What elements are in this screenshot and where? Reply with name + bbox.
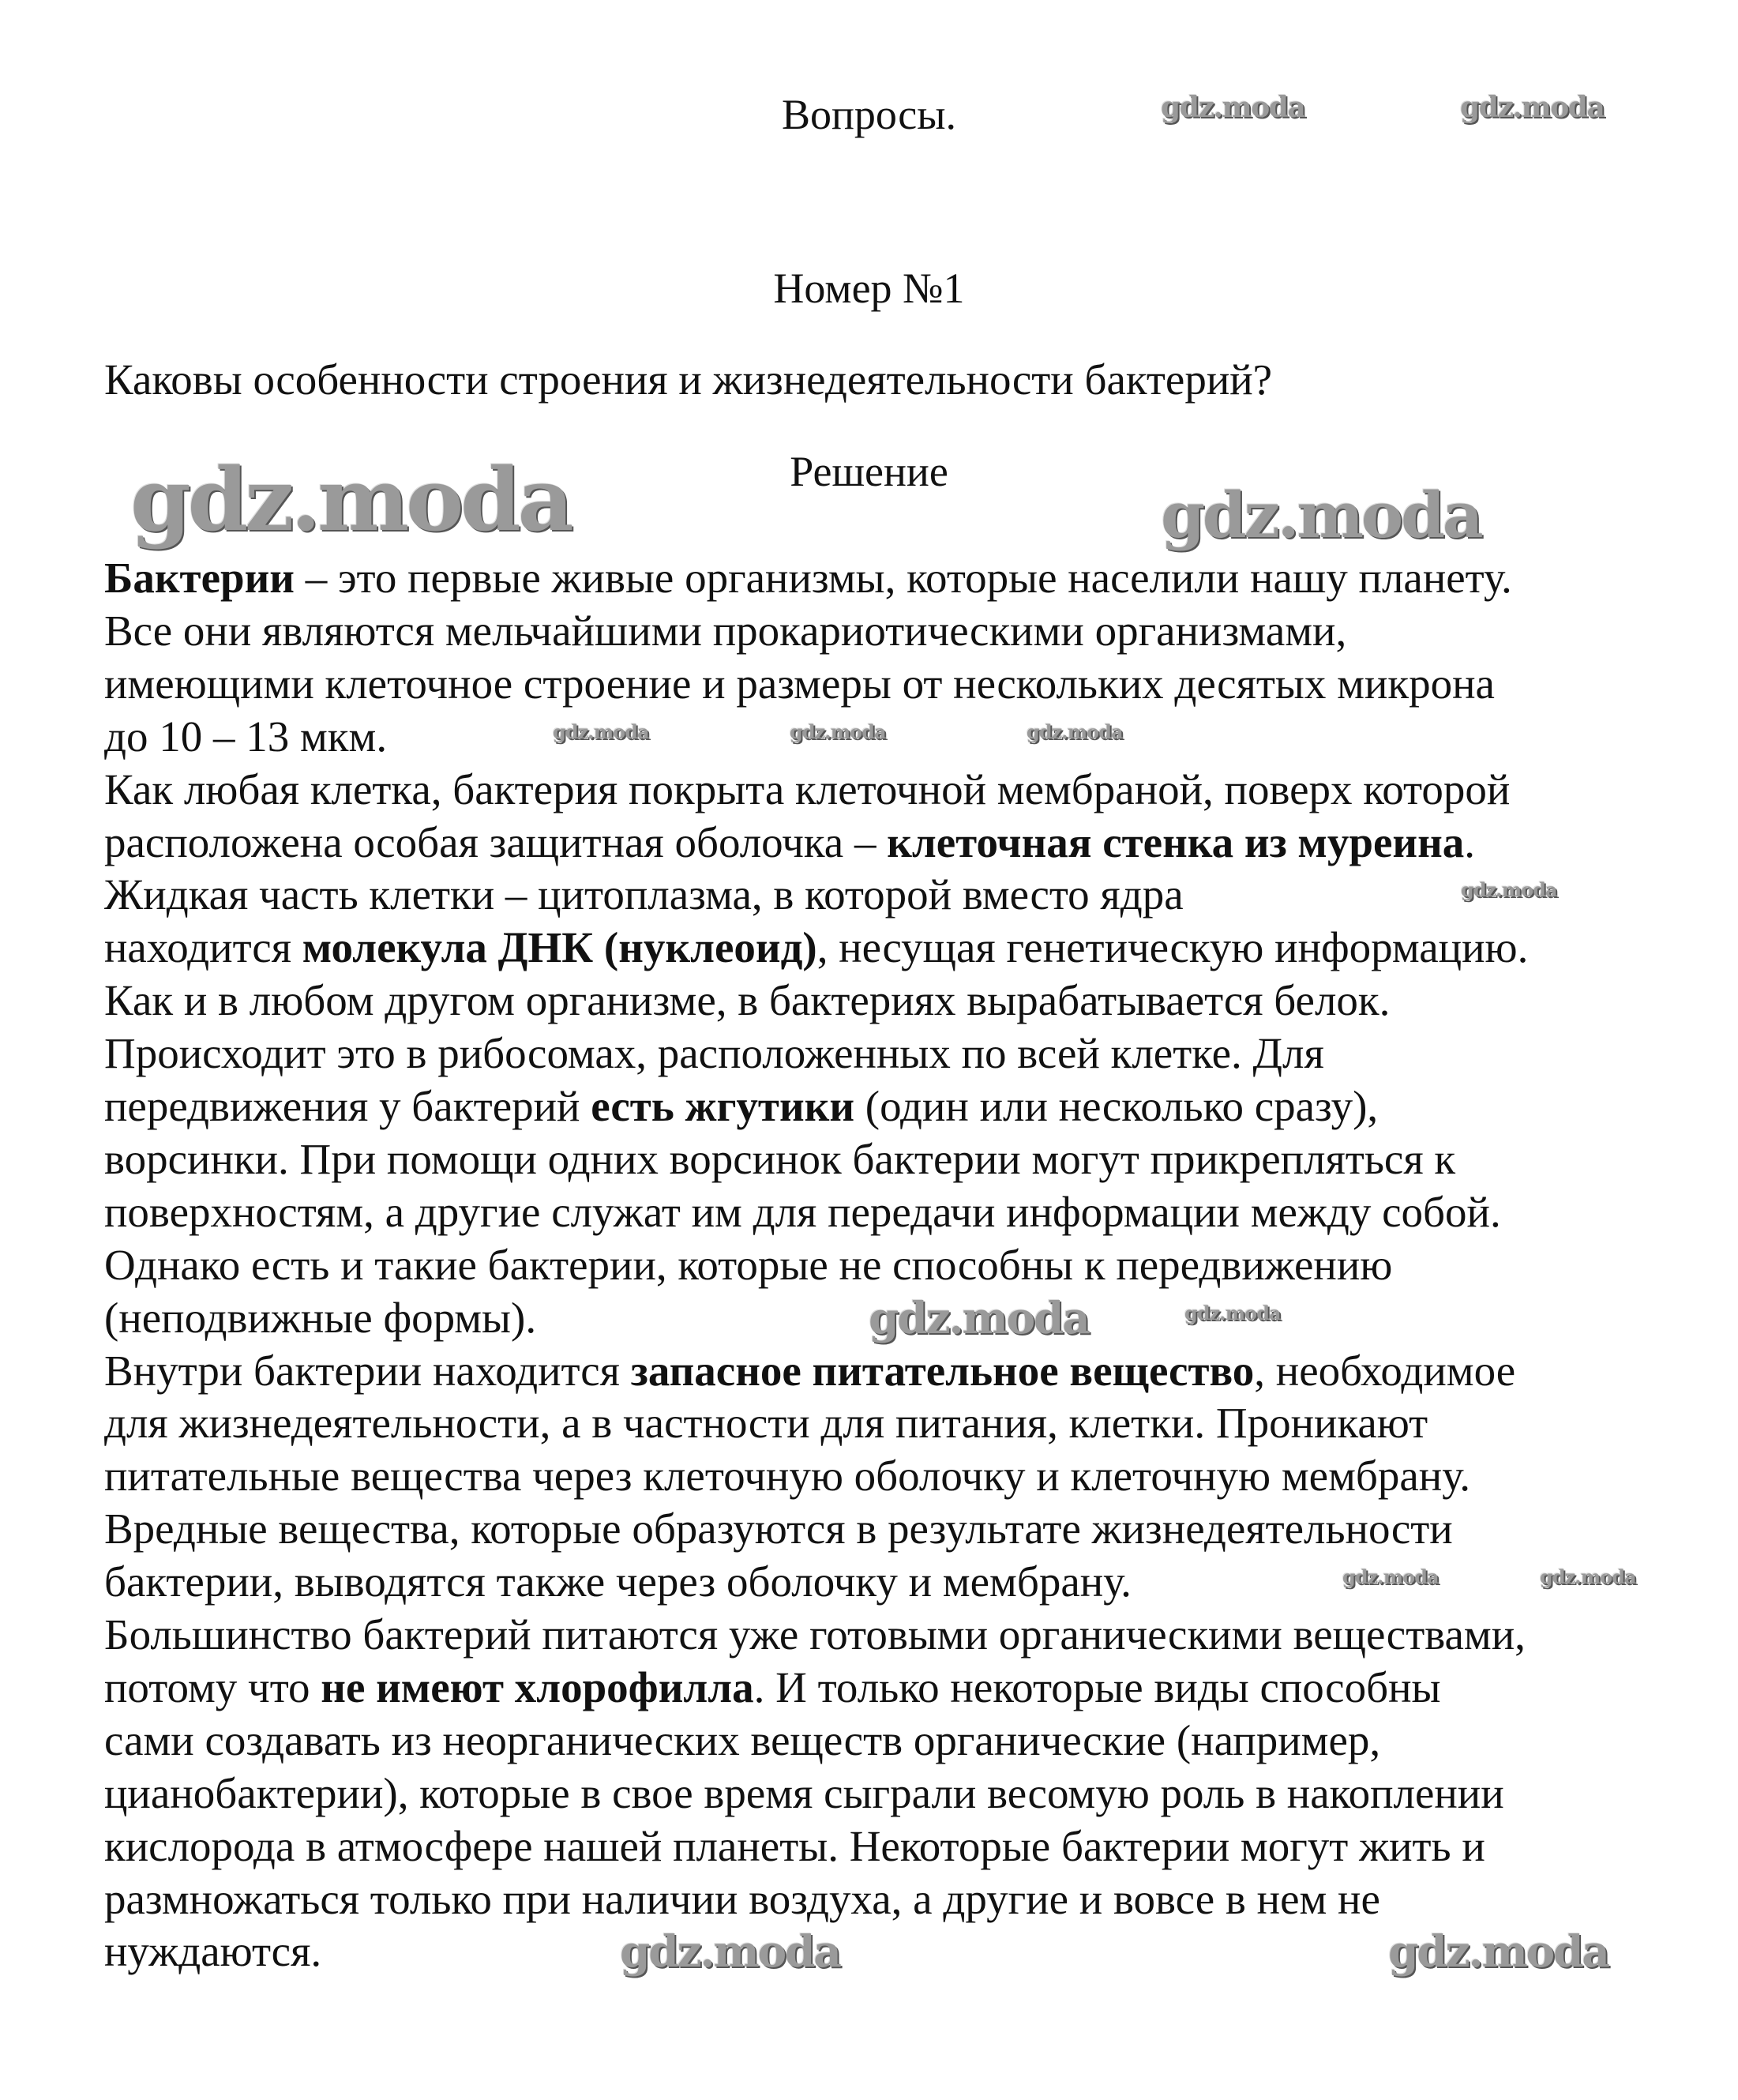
text-segment: потому что [104,1662,321,1711]
body-line [104,1134,1456,1183]
watermark-logo: gdz.moda [1540,1565,1636,1588]
body-line [104,870,1184,919]
watermark-logo: gdz.moda [869,1292,1089,1343]
bold-term: Бактерии [104,554,295,602]
body-line [104,1452,1470,1501]
body-line [104,1927,322,1976]
watermark-logo: gdz.moda [1461,878,1557,901]
body-line [104,976,1391,1025]
text-segment: цианобактерии), которые в свое время сыграли весомую роль в накоплении [104,1768,1504,1817]
watermark-logo: gdz.moda [1027,720,1123,743]
body-line [104,1874,1380,1923]
text-segment: Все они являются мельчайшими прокариотическими организмами, [104,606,1347,655]
body-line [104,712,388,761]
solution-heading: Решение [790,448,948,495]
watermark-logo: gdz.moda [1184,1302,1281,1324]
watermark-logo: gdz.moda [1460,91,1605,124]
text-segment: имеющими клеточное строение и размеры от нескольких десятых микрона [104,659,1495,708]
text-segment: сами создавать из неорганических веществ органические (например, [104,1715,1381,1764]
text-segment: Однако есть и такие бактерии, которые не способны к передвижению [104,1240,1393,1289]
text-segment: кислорода в атмосфере нашей планеты. Некоторые бактерии могут жить и [104,1821,1485,1870]
text-segment: питательные вещества через клеточную оболочку и клеточную мембрану. [104,1452,1470,1501]
bold-term: есть жгутики [591,1082,855,1130]
watermark-logo: gdz.moda [1388,1925,1608,1977]
body-line [104,659,1495,708]
text-segment: Как и в любом другом организме, в бактериях вырабатывается белок. [104,976,1391,1025]
watermark-logo: gdz.moda [1161,91,1305,124]
text-segment: ворсинки. При помощи одних ворсинок бактерии могут прикрепляться к [104,1134,1456,1183]
text-segment: , необходимое [1254,1346,1516,1395]
text-segment: передвижения у бактерий [104,1082,591,1130]
watermark-logo: gdz.moda [130,449,571,550]
body-line [104,1399,1428,1448]
watermark-logo: gdz.moda [620,1925,840,1977]
page-title: Вопросы. [781,91,956,138]
text-segment: размножаться только при наличии воздуха, а другие и вовсе в нем не [104,1874,1380,1923]
text-segment: (неподвижные формы). [104,1293,537,1342]
text-segment: для жизнедеятельности, а в частности для питания, клетки. Проникают [104,1399,1428,1448]
text-segment: . [1464,817,1476,866]
body-line [104,1084,1378,1128]
text-segment: нуждаются. [104,1927,322,1976]
body-line [104,1505,1453,1553]
bold-term: молекула ДНК (нуклеоид) [302,923,817,972]
body-line [104,1662,1441,1711]
body-line [104,606,1347,655]
body-line [104,1821,1485,1870]
text-segment: Жидкая часть клетки – цитоплазма, в которой вместо ядра [104,870,1184,919]
text-segment: поверхностям, а другие служат им для передачи информации между собой. [104,1187,1501,1236]
text-segment: до 10 – 13 мкм. [104,712,388,761]
text-segment: находится [104,923,302,972]
body-line [104,1029,1324,1078]
bold-term: клеточная стенка из муреина [887,817,1465,866]
text-segment: (один или несколько сразу), [854,1082,1379,1130]
bold-term: запасное питательное вещество [630,1346,1255,1395]
bold-term: не имеют хлорофилла [321,1662,754,1711]
body-line [104,1557,1132,1606]
text-segment: Большинство бактерий питаются уже готовыми органическими веществами, [104,1610,1526,1659]
body-line [104,1293,537,1342]
watermark-logo: gdz.moda [790,720,886,743]
watermark-logo: gdz.moda [1342,1565,1439,1588]
text-segment: , несущая генетическую информацию. [816,923,1529,972]
question-text: Каковы особенности строения и жизнедеятельности бактерий? [104,355,1273,404]
body-line [104,1768,1504,1817]
body-line [104,1187,1501,1236]
body-line [104,923,1529,972]
text-segment: Вредные вещества, которые образуются в результате жизнедеятельности [104,1505,1453,1553]
body-line [104,554,1512,602]
text-segment: Происходит это в рибосомах, расположенных по всей клетке. Для [104,1029,1324,1078]
body-line [104,1346,1516,1395]
body-line [104,817,1476,866]
text-segment: – это первые живые организмы, которые населили нашу планету. [294,554,1512,602]
task-number: Номер №1 [773,265,965,312]
body-line [104,1240,1393,1289]
body-line [104,1715,1381,1764]
text-segment: Как любая клетка, бактерия покрыта клеточной мембраной, поверх которой [104,764,1511,813]
text-segment: Внутри бактерии находится [104,1346,631,1395]
text-segment: расположена особая защитная оболочка – [104,817,888,866]
body-line [104,1610,1526,1659]
text-segment: бактерии, выводятся также через оболочку и мембрану. [104,1557,1132,1606]
watermark-logo: gdz.moda [1161,478,1481,552]
watermark-logo: gdz.moda [553,720,649,743]
body-line [104,764,1511,813]
text-segment: . И только некоторые виды способны [753,1662,1441,1711]
